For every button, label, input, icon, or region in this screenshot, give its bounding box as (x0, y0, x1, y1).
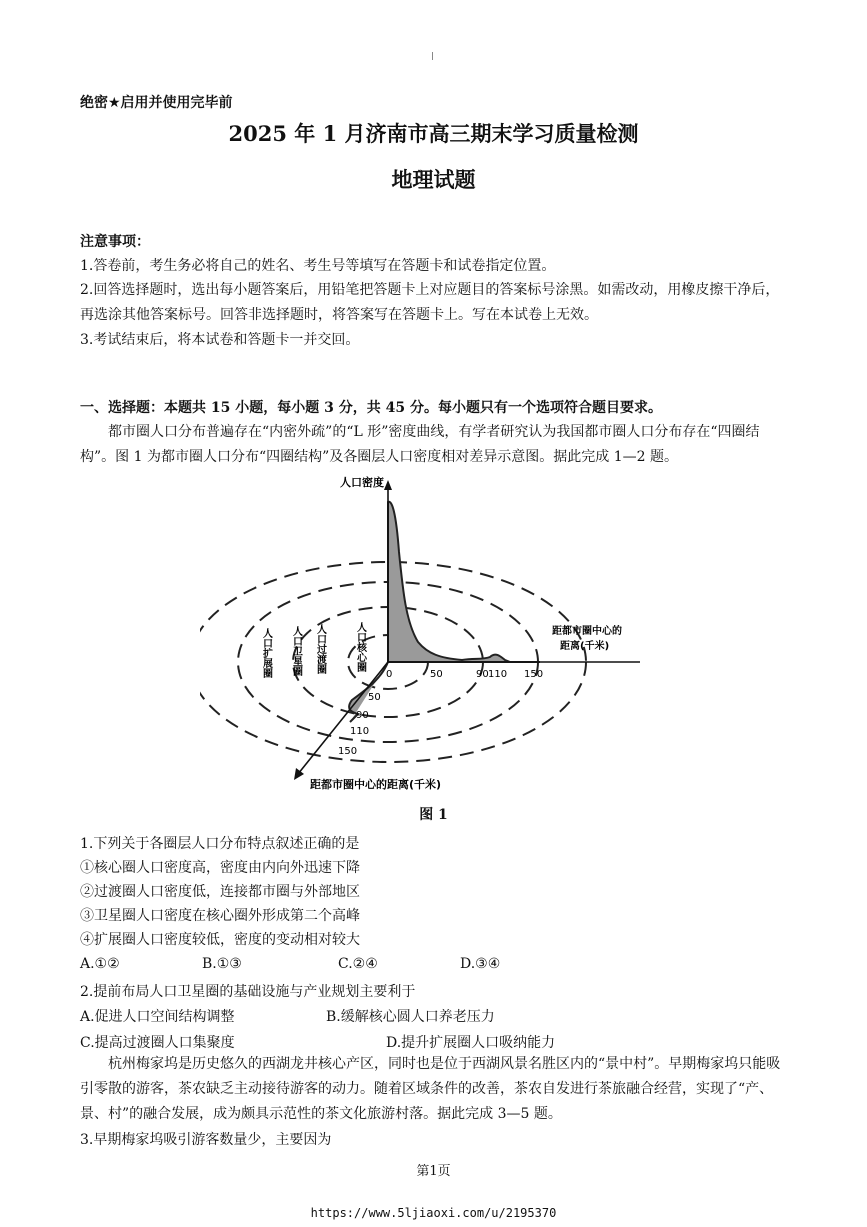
notice-item-2: 2.回答选择题时，选出每小题答案后，用铅笔把答题卡上对应题目的答案标号涂黑。如需改动，用橡皮擦干净后，再选涂其他答案标号。回答非选择题时，将答案写在答题卡上。写在本试卷上无效。 (80, 282, 780, 323)
q2-option-a[interactable]: A.促进人口空间结构调整 (80, 1009, 235, 1025)
z-axis (298, 662, 388, 774)
q2-options-row2 (80, 1032, 790, 1052)
z-axis-arrow (294, 768, 304, 780)
x-axis-label-1: 距都市圈中心的 (552, 626, 622, 637)
ring-label-expansion: 人口扩展圈 (260, 628, 272, 678)
q2-options-row1 (80, 1006, 790, 1026)
y-axis-label: 人口密度 (340, 476, 384, 489)
q1-statement-3: ③卫星圈人口密度在核心圈外形成第二个高峰 (80, 908, 360, 924)
q1-option-d[interactable]: D.③④ (460, 956, 501, 972)
exam-title: 2025 年 1 月济南市高三期末学习质量检测 (228, 121, 639, 146)
z-tick-50: 50 (368, 692, 381, 703)
q1-statement-2: ②过渡圈人口密度低，连接都市圈与外部地区 (80, 884, 360, 900)
passage-1: 都市圈人口分布普遍存在“内密外疏”的“L 形”密度曲线，有学者研究认为我国都市圈人口分布存在“四圈结构”。图 1 为都市圈人口分布“四圈结构”及各圈层人口密度相对差异示意图。据此完成 1—2 题。 (80, 424, 760, 465)
x-tick-90: 90 (476, 669, 489, 680)
q1-statement-1: ①核心圈人口密度高，密度由内向外迅速下降 (80, 860, 360, 876)
q1-options (80, 956, 790, 972)
figure-caption: 图 1 (419, 807, 448, 823)
exam-subtitle: 地理试题 (391, 167, 476, 192)
passage-2: 杭州梅家坞是历史悠久的西湖龙井核心产区，同时也是位于西湖风景名胜区内的“景中村”。早期梅家坞只能吸引零散的游客，茶农缺乏主动接待游客的动力。随着区域条件的改善，茶农自发进行茶旅融合经营，实现了“产、景、村”的融合发展，成为颇具示范性的茶文化旅游村落。据此完成 3—5 题。 (80, 1056, 781, 1122)
x-tick-110: 110 (488, 669, 508, 680)
x-tick-50: 50 (430, 669, 443, 680)
z-tick-110: 110 (350, 726, 370, 737)
source-url: https://www.5ljiaoxi.com/u/2195370 (310, 1206, 557, 1220)
section-heading: 一、选择题：本题共 15 小题，每小题 3 分，共 45 分。每小题只有一个选项符合题目要求。 (80, 400, 662, 416)
z-tick-90: 90 (356, 710, 369, 721)
q1-option-b[interactable]: B.①③ (202, 956, 242, 972)
confidential-label: 绝密★启用并使用完毕前 (80, 95, 233, 111)
q2-option-c[interactable]: C.提高过渡圈人口集聚度 (80, 1035, 235, 1051)
x-tick-0: 0 (386, 669, 393, 680)
figure-1-diagram (200, 472, 650, 812)
x-tick-150: 150 (524, 669, 544, 680)
notice-heading: 注意事项： (80, 234, 150, 250)
x-axis-label-2: 距离(千米) (560, 641, 610, 652)
ring-label-core: 人口核心圈 (354, 622, 366, 672)
y-axis-arrow (384, 480, 392, 490)
q1-option-c[interactable]: C.②④ (338, 956, 378, 972)
q2-option-d[interactable]: D.提升扩展圈人口吸纳能力 (386, 1035, 556, 1051)
notice-item-3: 3.考试结束后，将本试卷和答题卡一并交回。 (80, 332, 360, 348)
z-tick-150: 150 (338, 746, 358, 757)
z-axis-label: 距都市圈中心的距离(千米) (310, 778, 442, 791)
q1-stem: 1.下列关于各圈层人口分布特点叙述正确的是 (80, 836, 360, 852)
notice-item-1: 1.答卷前，考生务必将自己的姓名、考生号等填写在答题卡和试卷指定位置。 (80, 258, 556, 274)
q1-option-a[interactable]: A.①② (80, 956, 120, 972)
q1-statement-4: ④扩展圈人口密度较低，密度的变动相对较大 (80, 932, 360, 948)
scan-mark (432, 52, 433, 60)
page-number: 第1页 (416, 1164, 451, 1179)
ring-label-satellite: 人口卫星圈 (290, 626, 302, 676)
ring-label-transition: 人口过渡圈 (314, 624, 326, 674)
q2-option-b[interactable]: B.缓解核心圆人口养老压力 (326, 1009, 495, 1025)
q2-stem: 2.提前布局人口卫星圈的基础设施与产业规划主要利于 (80, 984, 416, 1000)
q3-stem: 3.早期梅家坞吸引游客数量少，主要因为 (80, 1132, 332, 1148)
